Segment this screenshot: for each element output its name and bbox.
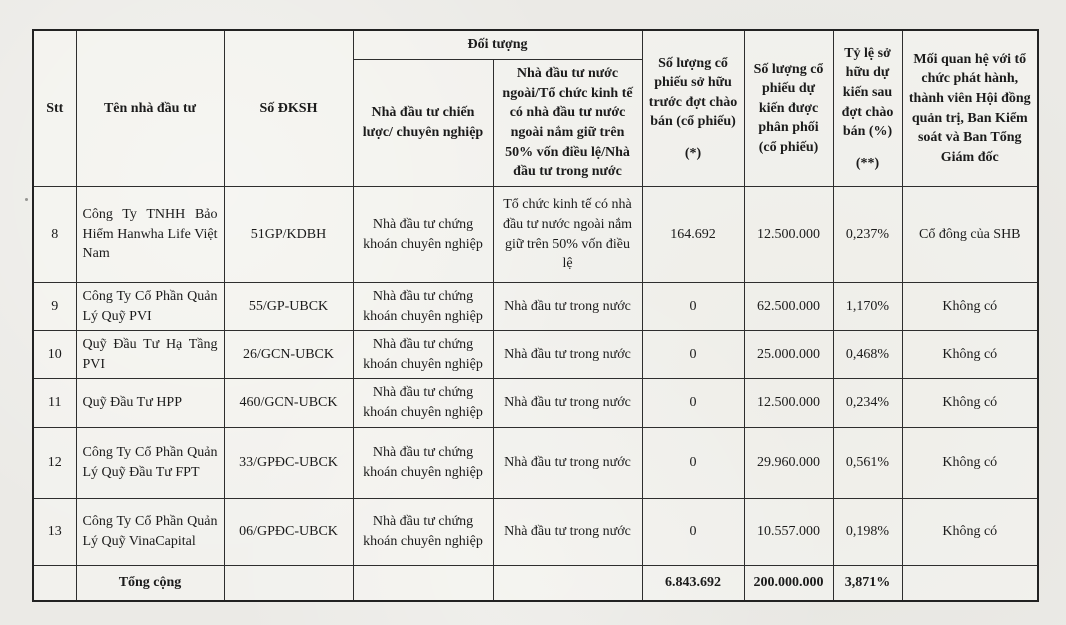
- cell-ownership-ratio: 0,237%: [833, 187, 902, 283]
- col-header-moi-quan-he: Mối quan hệ với tổ chức phát hành, thành viên Hội đồng quản trị, Ban Kiểm soát và Ban Tổng Giám đốc: [902, 30, 1038, 187]
- investor-allocation-table: [32, 29, 1039, 602]
- cell-investor-name: Công Ty Cổ Phần Quản Lý Quỹ PVI: [76, 283, 224, 331]
- col-header-so-luong-truoc-text: Số lượng cổ phiếu sở hữu trước đợt chào bán (cổ phiếu): [648, 55, 738, 130]
- cell-investor-type: Nhà đầu tư chứng khoán chuyên nghiệp: [353, 379, 493, 427]
- cell-total-empty-dksh: [224, 565, 353, 601]
- cell-dksh: 460/GCN-UBCK: [224, 379, 353, 427]
- cell-shares-allocated: 12.500.000: [744, 379, 833, 427]
- cell-stt: 8: [33, 187, 76, 283]
- cell-relationship: Không có: [902, 379, 1038, 427]
- cell-shares-allocated: 12.500.000: [744, 187, 833, 283]
- col-header-ty-le-text: Tỷ lệ sở hữu dự kiến sau đợt chào bán (%): [841, 45, 894, 140]
- col-header-so-luong-truoc: [642, 30, 744, 187]
- col-header-doi-tuong: Đối tượng: [353, 30, 642, 60]
- col-header-ty-le: [833, 30, 902, 187]
- table-row: [33, 498, 1038, 565]
- cell-investor-group: Nhà đầu tư trong nước: [493, 331, 642, 379]
- cell-ownership-ratio: 1,170%: [833, 283, 902, 331]
- total-shares-before: 6.843.692: [642, 565, 744, 601]
- total-ownership-ratio: 3,871%: [833, 565, 902, 601]
- cell-shares-before: 0: [642, 427, 744, 498]
- cell-shares-before: 0: [642, 331, 744, 379]
- cell-investor-type: Nhà đầu tư chứng khoán chuyên nghiệp: [353, 498, 493, 565]
- cell-ownership-ratio: 0,198%: [833, 498, 902, 565]
- cell-relationship: Không có: [902, 283, 1038, 331]
- cell-dksh: 33/GPĐC-UBCK: [224, 427, 353, 498]
- scan-artifact-dot: [25, 198, 28, 201]
- cell-ownership-ratio: 0,468%: [833, 331, 902, 379]
- col-header-nha-dau-tu-chien-luoc: Nhà đầu tư chiến lược/ chuyên nghiệp: [353, 60, 493, 187]
- total-label: Tổng cộng: [76, 565, 224, 601]
- investor-allocation-table-wrap: [32, 29, 1039, 602]
- table-row: [33, 379, 1038, 427]
- cell-relationship: Không có: [902, 331, 1038, 379]
- total-row: [33, 565, 1038, 601]
- cell-shares-before: 0: [642, 283, 744, 331]
- cell-total-empty-group: [493, 565, 642, 601]
- cell-shares-allocated: 25.000.000: [744, 331, 833, 379]
- cell-investor-name: Công Ty Cổ Phần Quản Lý Quỹ Đầu Tư FPT: [76, 427, 224, 498]
- cell-investor-group: Nhà đầu tư trong nước: [493, 283, 642, 331]
- cell-total-empty-stt: [33, 565, 76, 601]
- col-header-nha-dau-tu-nuoc-ngoai: Nhà đầu tư nước ngoài/Tổ chức kinh tế có nhà đầu tư nước ngoài nắm giữ trên 50% vốn điều lệ/Nhà đầu tư trong nước: [493, 60, 642, 187]
- cell-shares-before: 164.692: [642, 187, 744, 283]
- cell-dksh: 06/GPĐC-UBCK: [224, 498, 353, 565]
- footnote-marker-double: (**): [855, 155, 880, 171]
- cell-dksh: 26/GCN-UBCK: [224, 331, 353, 379]
- col-header-so-luong-du-kien: Số lượng cổ phiếu dự kiến được phân phối (cổ phiếu): [744, 30, 833, 187]
- cell-shares-before: 0: [642, 379, 744, 427]
- cell-shares-allocated: 29.960.000: [744, 427, 833, 498]
- cell-shares-before: 0: [642, 498, 744, 565]
- cell-stt: 11: [33, 379, 76, 427]
- cell-investor-type: Nhà đầu tư chứng khoán chuyên nghiệp: [353, 187, 493, 283]
- cell-investor-name: Quỹ Đầu Tư Hạ Tầng PVI: [76, 331, 224, 379]
- table-row: [33, 187, 1038, 283]
- cell-investor-group: Tổ chức kinh tế có nhà đầu tư nước ngoài nắm giữ trên 50% vốn điều lệ: [493, 187, 642, 283]
- cell-shares-allocated: 62.500.000: [744, 283, 833, 331]
- col-header-so-dksh: Số ĐKSH: [224, 30, 353, 187]
- cell-ownership-ratio: 0,561%: [833, 427, 902, 498]
- cell-investor-group: Nhà đầu tư trong nước: [493, 498, 642, 565]
- cell-investor-name: Công Ty TNHH Bảo Hiểm Hanwha Life Việt Nam: [76, 187, 224, 283]
- col-header-stt: Stt: [33, 30, 76, 187]
- cell-investor-type: Nhà đầu tư chứng khoán chuyên nghiệp: [353, 427, 493, 498]
- cell-relationship: Cổ đông của SHB: [902, 187, 1038, 283]
- cell-stt: 12: [33, 427, 76, 498]
- table-row: [33, 283, 1038, 331]
- cell-stt: 9: [33, 283, 76, 331]
- total-shares-allocated: 200.000.000: [744, 565, 833, 601]
- cell-total-empty-relationship: [902, 565, 1038, 601]
- cell-dksh: 51GP/KDBH: [224, 187, 353, 283]
- cell-investor-group: Nhà đầu tư trong nước: [493, 427, 642, 498]
- cell-investor-name: Công Ty Cổ Phần Quản Lý Quỹ VinaCapital: [76, 498, 224, 565]
- footnote-marker-single: (*): [684, 145, 702, 161]
- cell-investor-type: Nhà đầu tư chứng khoán chuyên nghiệp: [353, 283, 493, 331]
- table-row: [33, 427, 1038, 498]
- cell-investor-name: Quỹ Đầu Tư HPP: [76, 379, 224, 427]
- table-row: [33, 331, 1038, 379]
- cell-ownership-ratio: 0,234%: [833, 379, 902, 427]
- cell-total-empty-type: [353, 565, 493, 601]
- col-header-ten-nha-dau-tu: Tên nhà đầu tư: [76, 30, 224, 187]
- cell-investor-type: Nhà đầu tư chứng khoán chuyên nghiệp: [353, 331, 493, 379]
- cell-relationship: Không có: [902, 427, 1038, 498]
- cell-relationship: Không có: [902, 498, 1038, 565]
- cell-stt: 13: [33, 498, 76, 565]
- cell-investor-group: Nhà đầu tư trong nước: [493, 379, 642, 427]
- cell-shares-allocated: 10.557.000: [744, 498, 833, 565]
- cell-dksh: 55/GP-UBCK: [224, 283, 353, 331]
- header-row-top: [33, 30, 1038, 60]
- cell-stt: 10: [33, 331, 76, 379]
